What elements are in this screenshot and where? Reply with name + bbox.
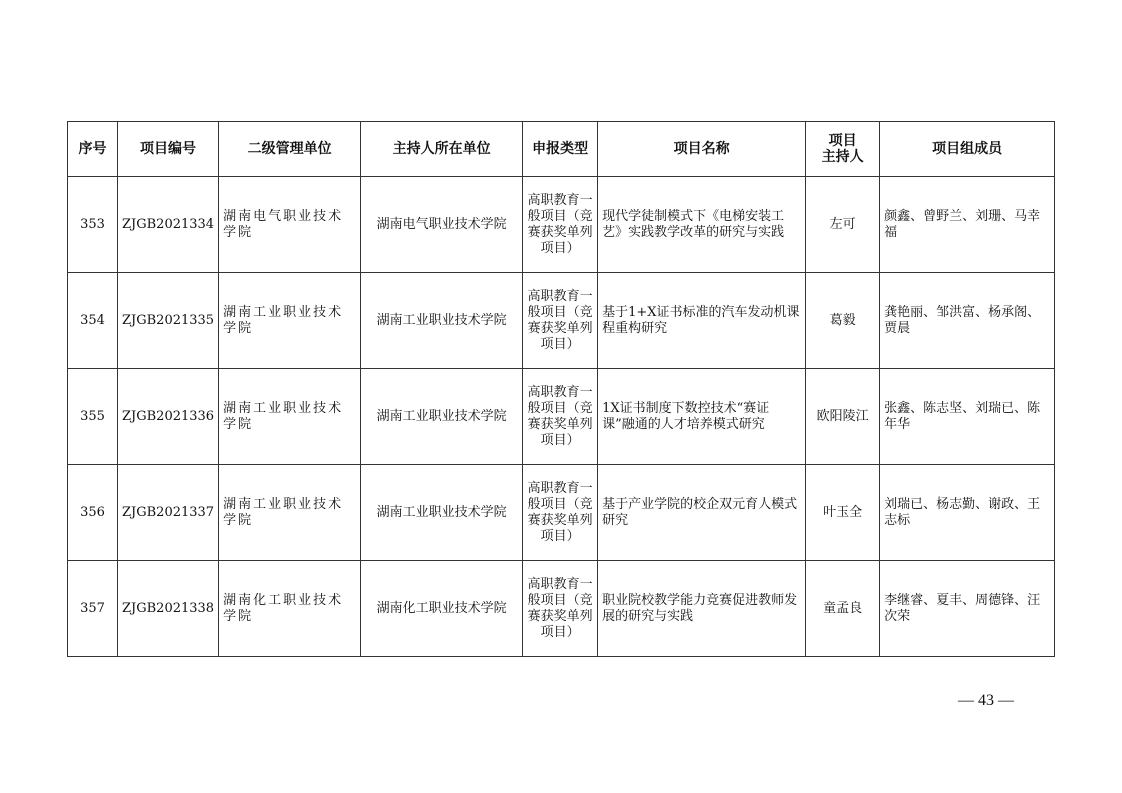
cell-seq: 354 [68, 273, 118, 369]
cell-seq: 357 [68, 561, 118, 657]
project-table [67, 121, 1055, 657]
cell-type: 高职教育一般项目（竞赛获奖单列项目） [523, 369, 598, 465]
header-members: 项目组成员 [880, 122, 1055, 177]
cell-code: ZJGB2021334 [118, 177, 219, 273]
cell-members: 刘瑞已、杨志勤、谢政、王志标 [880, 465, 1055, 561]
cell-code: ZJGB2021335 [118, 273, 219, 369]
cell-type: 高职教育一般项目（竞赛获奖单列项目） [523, 465, 598, 561]
cell-project-name: 现代学徒制模式下《电梯安装工艺》实践教学改革的研究与实践 [598, 177, 806, 273]
cell-members: 张鑫、陈志坚、刘瑞已、陈年华 [880, 369, 1055, 465]
cell-unit2: 湖南工业职业技术学院 [219, 369, 361, 465]
cell-members: 龚艳丽、邹洪富、杨承阁、贾晨 [880, 273, 1055, 369]
cell-leader: 童孟良 [806, 561, 880, 657]
cell-unit2: 湖南工业职业技术学院 [219, 273, 361, 369]
cell-host-unit: 湖南工业职业技术学院 [361, 465, 523, 561]
cell-seq: 353 [68, 177, 118, 273]
table-row [68, 273, 1055, 369]
header-leader-line2: 主持人 [821, 149, 864, 165]
table-row [68, 561, 1055, 657]
cell-members: 李继睿、夏丰、周德锋、汪次荣 [880, 561, 1055, 657]
cell-unit2: 湖南电气职业技术学院 [219, 177, 361, 273]
table-row [68, 177, 1055, 273]
header-seq: 序号 [68, 122, 118, 177]
header-unit2: 二级管理单位 [219, 122, 361, 177]
cell-leader: 葛毅 [806, 273, 880, 369]
cell-unit2: 湖南工业职业技术学院 [219, 465, 361, 561]
table-row [68, 465, 1055, 561]
cell-host-unit: 湖南工业职业技术学院 [361, 273, 523, 369]
cell-project-name: 职业院校教学能力竞赛促进教师发展的研究与实践 [598, 561, 806, 657]
header-leader [806, 122, 880, 177]
cell-unit2: 湖南化工职业技术学院 [219, 561, 361, 657]
cell-leader: 左可 [806, 177, 880, 273]
table-row [68, 369, 1055, 465]
cell-host-unit: 湖南工业职业技术学院 [361, 369, 523, 465]
cell-host-unit: 湖南电气职业技术学院 [361, 177, 523, 273]
header-type: 申报类型 [523, 122, 598, 177]
cell-leader: 欧阳陵江 [806, 369, 880, 465]
cell-project-name: 基于产业学院的校企双元育人模式研究 [598, 465, 806, 561]
cell-code: ZJGB2021336 [118, 369, 219, 465]
header-code: 项目编号 [118, 122, 219, 177]
cell-project-name: 1X证书制度下数控技术“赛证课”融通的人才培养模式研究 [598, 369, 806, 465]
header-name: 项目名称 [598, 122, 806, 177]
cell-project-name: 基于1+X证书标准的汽车发动机课程重构研究 [598, 273, 806, 369]
page-number: — 43 — [958, 692, 1014, 709]
cell-seq: 356 [68, 465, 118, 561]
header-host-unit: 主持人所在单位 [361, 122, 523, 177]
cell-type: 高职教育一般项目（竞赛获奖单列项目） [523, 273, 598, 369]
cell-seq: 355 [68, 369, 118, 465]
cell-code: ZJGB2021337 [118, 465, 219, 561]
header-leader-line1: 项目 [828, 133, 857, 149]
cell-members: 颜鑫、曾野兰、刘珊、马幸福 [880, 177, 1055, 273]
cell-host-unit: 湖南化工职业技术学院 [361, 561, 523, 657]
cell-type: 高职教育一般项目（竞赛获奖单列项目） [523, 177, 598, 273]
cell-type: 高职教育一般项目（竞赛获奖单列项目） [523, 561, 598, 657]
cell-code: ZJGB2021338 [118, 561, 219, 657]
table-header-row [68, 122, 1055, 177]
cell-leader: 叶玉全 [806, 465, 880, 561]
